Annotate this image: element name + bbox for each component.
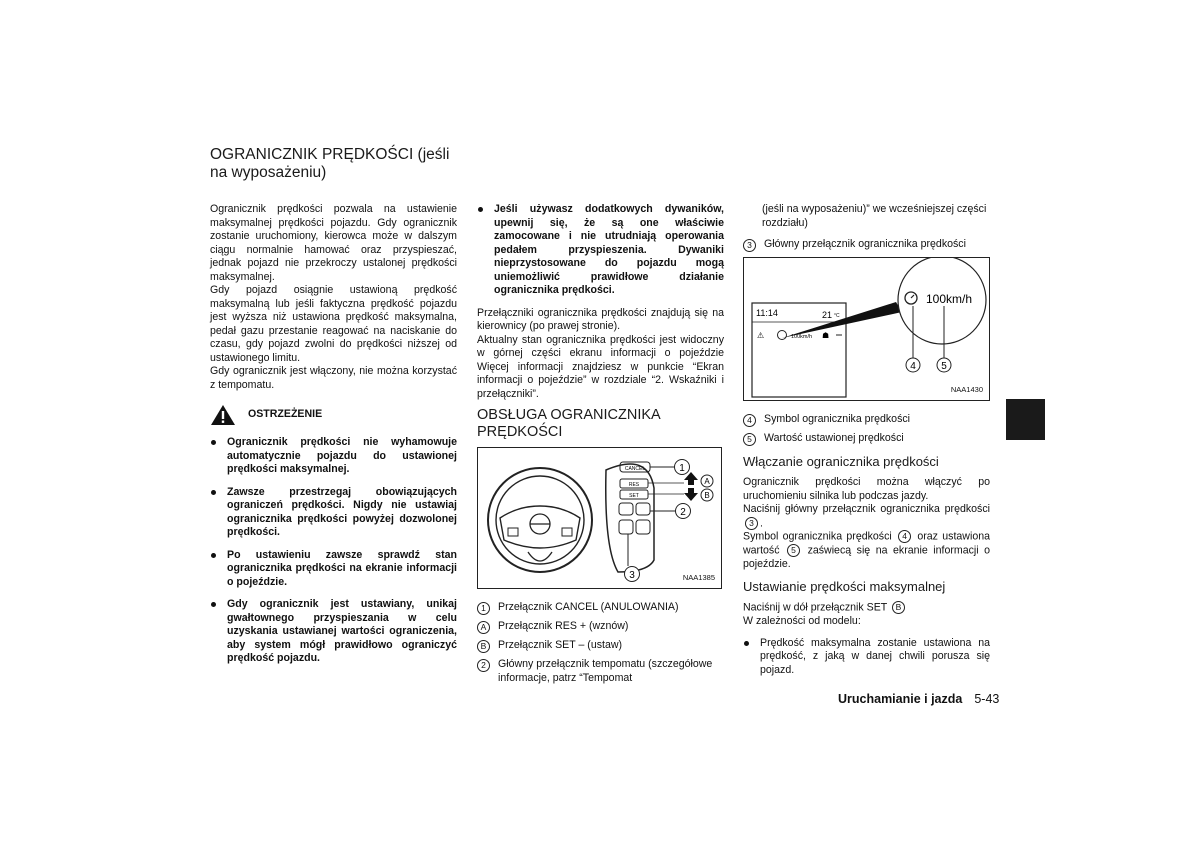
legend-item (477, 639, 724, 653)
display-big-speed: 100km/h (926, 292, 973, 306)
warning-title: OSTRZEŻENIE (248, 408, 323, 421)
paragraph (743, 601, 990, 615)
callout-b: B (704, 491, 710, 500)
legend-text: Przełącznik RES + (wznów) (498, 620, 629, 632)
warning-list (210, 436, 457, 666)
paragraph (743, 530, 990, 571)
legend-marker: 1 (477, 602, 490, 615)
legend-marker: A (477, 621, 490, 634)
callout-3: 3 (629, 570, 635, 581)
figure-legend (743, 413, 990, 446)
traffic-icon: ☗ (822, 331, 830, 340)
legend-marker: B (477, 640, 490, 653)
set-switch-label: SET (629, 493, 639, 499)
bullet-list (477, 203, 724, 298)
legend-item (477, 620, 724, 634)
legend-text: Główny przełącznik ogranicznika prędkości (764, 238, 966, 250)
legend-text: Główny przełącznik tempomatu (szczegółowe informacje, patrz “Tempomat (498, 658, 713, 684)
page-footer (838, 692, 999, 706)
vehicle-info-display-illustration (744, 258, 989, 400)
column-1 (210, 203, 457, 675)
paragraph: Przełączniki ogranicznika prędkości znajdują się na kierownicy (po prawej stronie). (477, 306, 724, 332)
figure-code: NAA1430 (950, 384, 983, 394)
column-3 (743, 203, 990, 686)
paragraph: Gdy ogranicznik jest włączony, nie można korzystać z tempomatu. (210, 365, 457, 391)
paragraph (743, 503, 990, 530)
warning-header (210, 404, 457, 426)
legend-text: Symbol ogranicznika prędkości (764, 413, 911, 425)
warning-triangle-icon (210, 404, 236, 426)
text-run: . (760, 516, 763, 529)
text-run: Naciśnij główny przełącznik ogranicznika prędkości (743, 503, 990, 515)
callout-a: A (704, 477, 710, 486)
callout-1: 1 (679, 463, 685, 474)
legend-item (477, 601, 724, 615)
legend-text: Przełącznik SET – (ustaw) (498, 639, 623, 651)
display-small-speed: 100km/h (791, 334, 813, 340)
text-run: Symbol ogranicznika prędkości (743, 530, 892, 543)
inline-marker: B (892, 601, 905, 614)
text-run: Naciśnij w dół przełącznik SET (743, 601, 888, 614)
paragraph: W zależności od modelu: (743, 615, 861, 628)
paragraph: Aktualny stan ogranicznika prędkości jest widoczny w górnej części ekranu informacji o pojeździe Więcej informacji znajdziesz w punkcie “Ekran informacji o pojeździe” w rozdziale “2. Wskaźniki i przełączniki”. (477, 333, 724, 400)
callout-2: 2 (680, 507, 686, 518)
chapter-tab (1006, 399, 1045, 440)
legend-marker: 3 (743, 239, 756, 252)
steering-wheel-illustration (478, 448, 721, 588)
subsection-heading: Włączanie ogranicznika prędkości (743, 454, 939, 469)
warning-item: Zawsze przestrzegaj obowiązujących ograniczeń prędkości. Nigdy nie ustawiaj ogranicznika prędkości powyżej dozwolonej prędkości. (210, 486, 457, 540)
bullet-list (743, 637, 990, 678)
inline-marker: 3 (745, 517, 758, 530)
section-heading: OBSŁUGA OGRANICZNIKA PRĘDKOŚCI (477, 407, 660, 440)
legend-item (477, 658, 724, 685)
res-switch-label: RES (628, 482, 640, 488)
paragraph: Gdy pojazd osiągnie ustawioną prędkość maksymalną lub jeśli faktyczna prędkość pojazdu jest wyższa niż ustawiona prędkość maksymalna, pedał gazu przestanie reagować na naciskanie do czasu, gdy pojazd zwolni do prędkości niższej od ustawionego limitu. (210, 284, 457, 364)
paragraph: (jeśli na wyposażeniu)” we wcześniejszej części rozdziału) (762, 203, 987, 229)
legend-marker: 2 (477, 659, 490, 672)
figure-code: NAA1385 (682, 572, 715, 582)
callout-5: 5 (941, 361, 947, 372)
display-temp-unit: °C (834, 313, 840, 319)
legend-marker: 4 (743, 414, 756, 427)
text-run: oraz ustawiona wartość (743, 530, 990, 557)
display-temp: 21 (822, 310, 833, 320)
legend-item (743, 238, 990, 252)
legend-text: Wartość ustawionej prędkości (764, 432, 904, 444)
paragraph: Ogranicznik prędkości pozwala na ustawienie maksymalnej prędkości pojazdu. Gdy ogranicznik zostanie uruchomiony, kierowca może w dalszym ciągu normalnie hamować oraz przyspieszać, jednak pojazd nie przekroczy ustalonej prędkości maksymalnej. (210, 203, 457, 283)
subsection-heading: Ustawianie prędkości maksymalnej (743, 579, 946, 595)
legend-text: Przełącznik CANCEL (ANULOWANIA) (498, 601, 679, 613)
warning-item: Gdy ogranicznik jest ustawiany, unikaj gwałtownego przyspieszania w celu uzyskania ustawianej wartości ograniczenia, aby system mógł prawidłowo ograniczyć prędkość pojazdu. (210, 598, 457, 666)
inline-marker: 4 (898, 530, 911, 543)
display-figure (743, 257, 990, 401)
warning-item: Ogranicznik prędkości nie wyhamowuje automatycznie pojazdu do ustawionej prędkości maksymalnej. (210, 436, 457, 477)
display-time: 11:14 (756, 308, 778, 318)
text-run: zaświecą się na ekranie informacji o pojeździe. (743, 544, 991, 570)
column-2 (477, 203, 724, 690)
warning-item: Po ustawieniu zawsze sprawdź stan ogranicznika prędkości na ekranie informacji o pojeździe. (210, 549, 457, 590)
bullet-item: Prędkość maksymalna zostanie ustawiona na prędkość, z jaką w danej chwili porusza się pojazd. (743, 637, 990, 678)
page-title: OGRANICZNIK PRĘDKOŚCI (jeśli na wyposażeniu) (210, 146, 450, 181)
car-icon: ⚠ (757, 331, 765, 340)
page-number: 5-43 (974, 692, 1000, 706)
steering-wheel-figure (477, 447, 722, 589)
bullet-item: Jeśli używasz dodatkowych dywaników, upewnij się, że są one właściwie zamocowane i nie utrudniają operowania pedałem przyspieszenia. Dywaniki nieprzystosowane do pojazdu mogą uniemożliwić prawidłowe działanie ogranicznika prędkości. (477, 203, 724, 298)
callout-4: 4 (910, 361, 916, 372)
figure-legend (477, 601, 724, 685)
legend-item (743, 413, 990, 427)
legend-item (743, 432, 990, 446)
footer-section: Uruchamianie i jazda (838, 692, 963, 706)
paragraph: Ogranicznik prędkości można włączyć po uruchomieniu silnika lub podczas jazdy. (743, 476, 990, 502)
inline-marker: 5 (787, 544, 800, 557)
cancel-switch-label: CANCEL (624, 466, 646, 472)
legend-marker: 5 (743, 433, 756, 446)
